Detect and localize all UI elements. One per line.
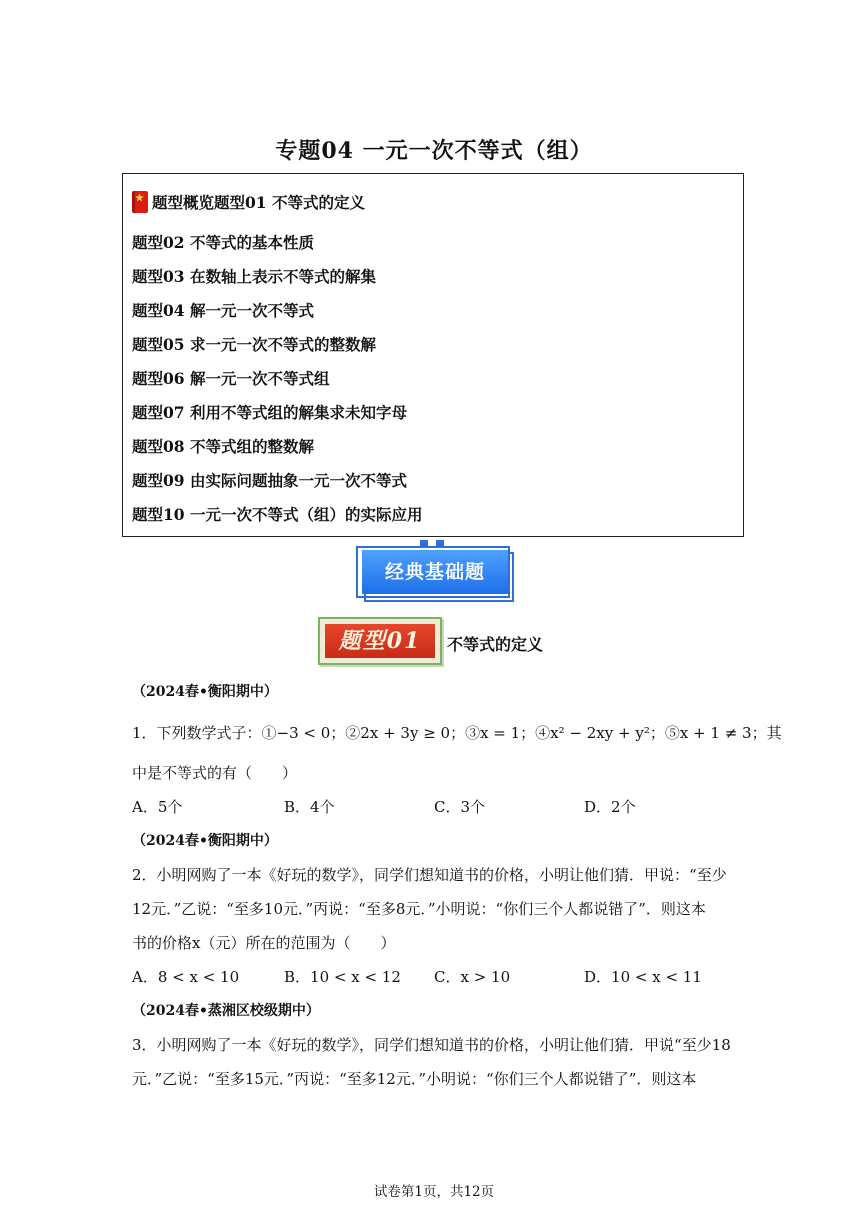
toc-item-05[interactable]: 题型05 求一元一次不等式的整数解 [132, 335, 376, 354]
type-label: 不等式的定义 [447, 635, 544, 654]
banner-deco [436, 540, 444, 548]
question-1-option-b[interactable]: B．4个 [284, 798, 335, 816]
question-1-option-c[interactable]: C．3个 [434, 798, 486, 816]
question-3-line-1: 3．小明网购了一本《好玩的数学》，同学们想知道书的价格，小明让他们猜．甲说“至少18 [132, 1036, 731, 1054]
section-banner-label: 经典基础题 [362, 550, 508, 594]
toc-item-01[interactable]: 题型01 不等式的定义 [214, 193, 365, 212]
banner-deco [420, 540, 428, 548]
question-1-option-a[interactable]: A．5个 [132, 798, 183, 816]
toc-overview-label: 题型概览 [152, 193, 215, 212]
question-2-option-a[interactable]: A．8 < x < 10 [132, 968, 240, 986]
toc-item-02[interactable]: 题型02 不等式的基本性质 [132, 233, 314, 252]
question-3-line-2: 元．”乙说：“至多15元．”丙说：“至多12元．”小明说：“你们三个人都说错了”．则这本 [132, 1070, 697, 1088]
section-banner [356, 546, 518, 602]
page-title: 专题04 一元一次不等式（组） [275, 138, 593, 164]
question-2-line-3: 书的价格x（元）所在的范围为（ ） [132, 934, 396, 952]
question-2-option-b[interactable]: B．10 < x < 12 [284, 968, 401, 986]
type-badge-text: 题型01 [325, 624, 435, 658]
question-2-line-1: 2．小明网购了一本《好玩的数学》，同学们想知道书的价格，小明让他们猜．甲说：“至少 [132, 866, 727, 884]
question-source: （2024春•蒸湘区校级期中） [132, 1003, 320, 1019]
type-badge-frame [318, 617, 442, 665]
toc-row-overview [132, 191, 365, 213]
toc-item-03[interactable]: 题型03 在数轴上表示不等式的解集 [132, 267, 376, 286]
toc-item-07[interactable]: 题型07 利用不等式组的解集求未知字母 [132, 403, 407, 422]
toc-item-09[interactable]: 题型09 由实际问题抽象一元一次不等式 [132, 471, 407, 490]
toc-item-08[interactable]: 题型08 不等式组的整数解 [132, 437, 314, 456]
toc-box [122, 173, 744, 537]
question-source: （2024春•衡阳期中） [132, 684, 278, 700]
question-1-option-d[interactable]: D．2个 [584, 798, 636, 816]
question-1-line-2: 中是不等式的有（ ） [132, 764, 298, 782]
question-2-option-c[interactable]: C．x > 10 [434, 968, 511, 986]
page-footer: 试卷第1页，共12页 [373, 1184, 495, 1200]
type-badge [318, 617, 446, 669]
question-1-line-1: 1．下列数学式子：①−3 < 0；②2x + 3y ≥ 0；③x = 1；④x² − 2xy + y²；⑤x + 1 ≠ 3；其 [132, 724, 782, 742]
red-book-icon [132, 191, 148, 213]
toc-item-04[interactable]: 题型04 解一元一次不等式 [132, 301, 314, 320]
question-2-line-2: 12元．”乙说：“至多10元．”丙说：“至多8元．”小明说：“你们三个人都说错了”．则这本 [132, 900, 706, 918]
toc-item-06[interactable]: 题型06 解一元一次不等式组 [132, 369, 330, 388]
question-2-option-d[interactable]: D．10 < x < 11 [584, 968, 702, 986]
question-source: （2024春•衡阳期中） [132, 833, 278, 849]
toc-item-10[interactable]: 题型10 一元一次不等式（组）的实际应用 [132, 505, 423, 524]
